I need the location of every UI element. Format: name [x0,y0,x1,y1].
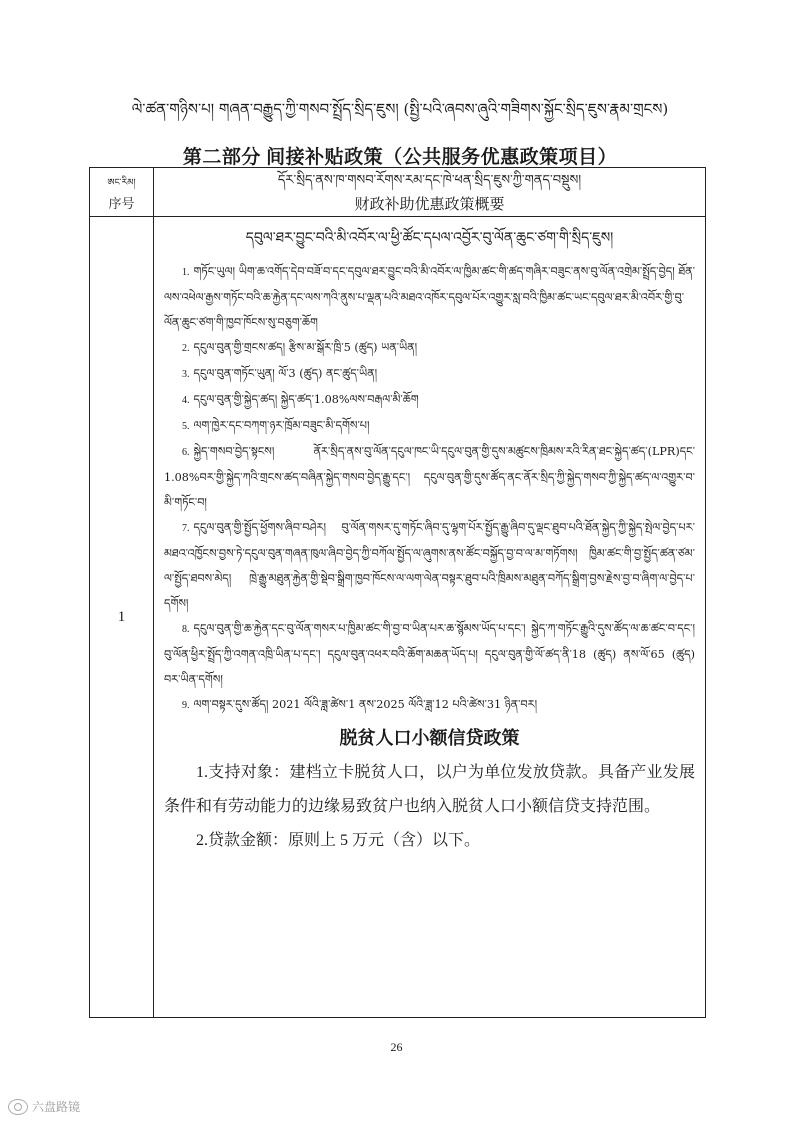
tibetan-policy-item [164,335,695,361]
item-number: 8. [182,624,190,635]
tibetan-policy-item [164,259,695,335]
item-number: 7. [182,523,190,534]
item-number: 9. [182,700,190,711]
section-title-tibetan: དབུལ་ཐར་བྱུང་བའི་མི་འབོར་ལ་ཕྱི་ཚོང་དཔལ་འབྱོར་བུ་ལོན་ཆུང་ཙག་གི་སྲིད་ཇུས། [245,230,614,246]
item-text: ལག་ཁྱེར་དང་བཀག་ཉར་ཁྲོམ་བཟུང་མི་དགོས་པ། [193,419,370,432]
tibetan-policy-item [164,413,695,439]
watermark-text: 六盘路镜 [32,1100,81,1114]
header-serial-tibetan: ཨང་རིམ། [107,177,136,188]
item-number: 2. [182,343,190,354]
chinese-policy-item: 1.支持对象：建档立卡脱贫人口，以户为单位发放贷款。具备产业发展条件和有劳动能力的边缘易致贫户也纳入脱贫人口小额信贷支持范围。 [164,764,695,815]
header-serial-chinese: 序号 [108,195,135,211]
tibetan-policy-item [164,616,695,692]
item-text: དངུལ་བུན་གྱི་གྲངས་ཚད། རྩིས་མ་སྒོར་ཁྲི་5 (ཚུད) ཡན་ཡིན། [193,341,418,354]
tibetan-policy-item [164,387,695,413]
item-number: 5. [182,421,190,432]
tibetan-policy-item [164,692,695,718]
tibetan-policy-item [164,361,695,387]
tibetan-policy-item [164,439,695,515]
item-number: 3. [182,369,190,380]
row-serial-number: 1 [90,217,154,1018]
page-title-tibetan: ལེ་ཚན་གཉིས་པ། གཞན་བརྒྱུད་ཀྱི་གསབ་སྤྲོད་སྲིད་ཇུས། (སྤྱི་པའི་ཞབས་ཞུའི་གཟིགས་སྐྱོང་སྲིད་ཇུས་རྣམ་གྲངས) [131,100,669,118]
item-number: 1. [182,267,190,278]
table-header-row [90,168,706,217]
chinese-policy-items [164,756,695,858]
item-text: དངུལ་བུན་གྱི་ཆ་རྐྱེན་དང་བུ་ལོན་གསར་པ་ཁྱིམ་ཚང་གི་བྱ་བ་ཡིན་པར་ཆ་སྙོམས་ཡོད་པ་དང་། སྐྱེད་ཀ་གཏོང་རྒྱུའི་དུས་ཚོད་ལ་ཆ་ཚང་བ་དང་། བུ་ལོན་ཕྱིར་སྤྲོད་ཀྱི་འགན་འཁྲི་ཡིན་པ་དང་། དངུལ་བུན་འཕར་བའི་ཆོག་མཆན་ཡོད་པ། དངུལ་བུན་གྱི་ལོ་ཚད་ནི་18 (ཚུད) ནས་ལོ་65 (ཚུད) བར་ཡིན་དགོས། [164,622,695,686]
item-text: དངུལ་བུན་གྱི་སྐྱེད་ཚད། སྐྱེད་ཚད་1.08%ལས་བརྒལ་མི་ཆོག [193,393,419,406]
item-text: གཏོང་ཡུལ། ཡིག་ཆ་འགོད་དེབ་བཟོ་བ་དང་དབུལ་ཐར་བྱུང་བའི་མི་འབོར་ལ་ཁྱིམ་ཚང་གི་ཚད་གཞིར་བཟུང་ནས་བུ་ལོན་འགྲེམ་སྤྲོད་བྱེད། ཐོན་ལས་འཕེལ་རྒྱས་གཏོང་བའི་ཆ་རྐྱེན་དང་ལས་ཀའི་ནུས་པ་ལྡན་པའི་མཐའ་འཁོར་དབུལ་པོར་འགྱུར་སླ་བའི་ཁྱིམ་ཚང་ཡང་དབུལ་ཐར་མི་འབོར་གྱི་བུ་ལོན་ཆུང་ཙག་གི་ཁྱབ་ཁོངས་སུ་བཅུག་ཆོག [164,265,695,329]
item-text: སྐྱེད་གསབ་བྱེད་སྟངས། ནོར་སྲིད་ནས་བུ་ལོན་དངུལ་ཁང་ཡི་དངུལ་བུན་གྱི་དུས་མཚུངས་ཁྲིམས་རའི་རིན་ཐང་སྐྱེད་ཚད་(LPR)དང་1.08%བར་གྱི་སྐྱེད་ཀའི་གྲངས་ཚད་བཞིན་སྐྱེད་གསབ་བྱེད་རྒྱུ་དང་། དངུལ་བུན་གྱི་དུས་ཚོད་ནང་ནོར་སྲིད་ཀྱི་སྐྱེད་གསབ་ཀྱི་སྐྱེད་ཚད་ལ་འགྱུར་བ་མི་གཏོང་བ། [164,445,695,509]
page-title-chinese: 第二部分 间接补贴政策（公共服务优惠政策项目） [182,147,618,168]
row-policy-content [154,217,706,1018]
section-title-chinese: 脱贫人口小额信贷政策 [339,728,520,748]
item-text: ལག་བསྟར་དུས་ཚོད། 2021 ལོའི་ཟླ་ཚེས་1 ནས་2025 ལོའི་ཟླ་12 པའི་ཚེས་31 ཉིན་བར། [193,698,538,711]
page-number: 26 [390,1040,403,1054]
item-text: དངུལ་བུན་གྱི་སྤྱོད་ཕྱོགས་ཞིབ་བཤེར། བུ་ལོན་གསར་དུ་གཏོང་ཞིབ་དུ་ལྷག་པོར་སྤྱོད་རྒྱུ་ཞིབ་དུ་ལྡང་ཐུབ་པའི་ཐོན་སྐྱེད་ཀྱི་སྐྱེད་སྤེལ་བྱེད་པར་མཐའ་འཁྱོངས་བྱས་ཏེ་དངུལ་བུན་གཞན་ཁུལ་ཞིབ་བྱེད་ཀྱི་བཀོལ་སྤྱོད་ལ་ཞུགས་ནས་ཚོང་བསྐྱོད་བྱ་བ་ལ་མ་གཏོགས། ཁྱིམ་ཚང་གི་བྱ་སྤྱོད་ཚན་ཙམ་ལ་སྤྱོད་ཐབས་མེད། ཁྲེ་རྒྱུ་མཐུན་རྐྱེན་གྱི་སྡེབ་སྒྲིག་ཁྱབ་ཁོངས་ལ་ལག་ལེན་བསྟར་ཐུབ་པའི་ཁྲིམས་མཐུན་བཀོད་སྒྲིག་བྱས་རྗེས་བྱ་བ་ཞིག་ལ་བྱེད་པ་དགོས། [164,521,695,610]
header-cell-summary [154,168,706,217]
table-row [90,217,706,1018]
header-summary-chinese: 财政补助优惠政策概要 [354,196,505,213]
tibetan-policy-items [164,259,695,718]
policy-table [89,167,706,1018]
watermark [8,1098,80,1115]
tibetan-policy-item [164,515,695,616]
item-text: དངུལ་བུན་གཏོང་ཡུན། ལོ་3 (ཚུད) ནང་ཚུད་ཡིན། [193,367,378,380]
header-cell-serial [90,168,154,217]
chinese-policy-item: 2.贷款金额：原则上 5 万元（含）以下。 [196,832,481,849]
item-number: 4. [182,395,190,406]
watermark-logo-icon [8,1099,28,1115]
item-number: 6. [182,447,190,458]
header-summary-tibetan: དོར་སྲིད་ནས་ཁ་གསབ་རོགས་རམ་དང་ཁེ་ཕན་སྲིད་ཇུས་ཀྱི་གནད་བསྡུས། [277,172,582,188]
